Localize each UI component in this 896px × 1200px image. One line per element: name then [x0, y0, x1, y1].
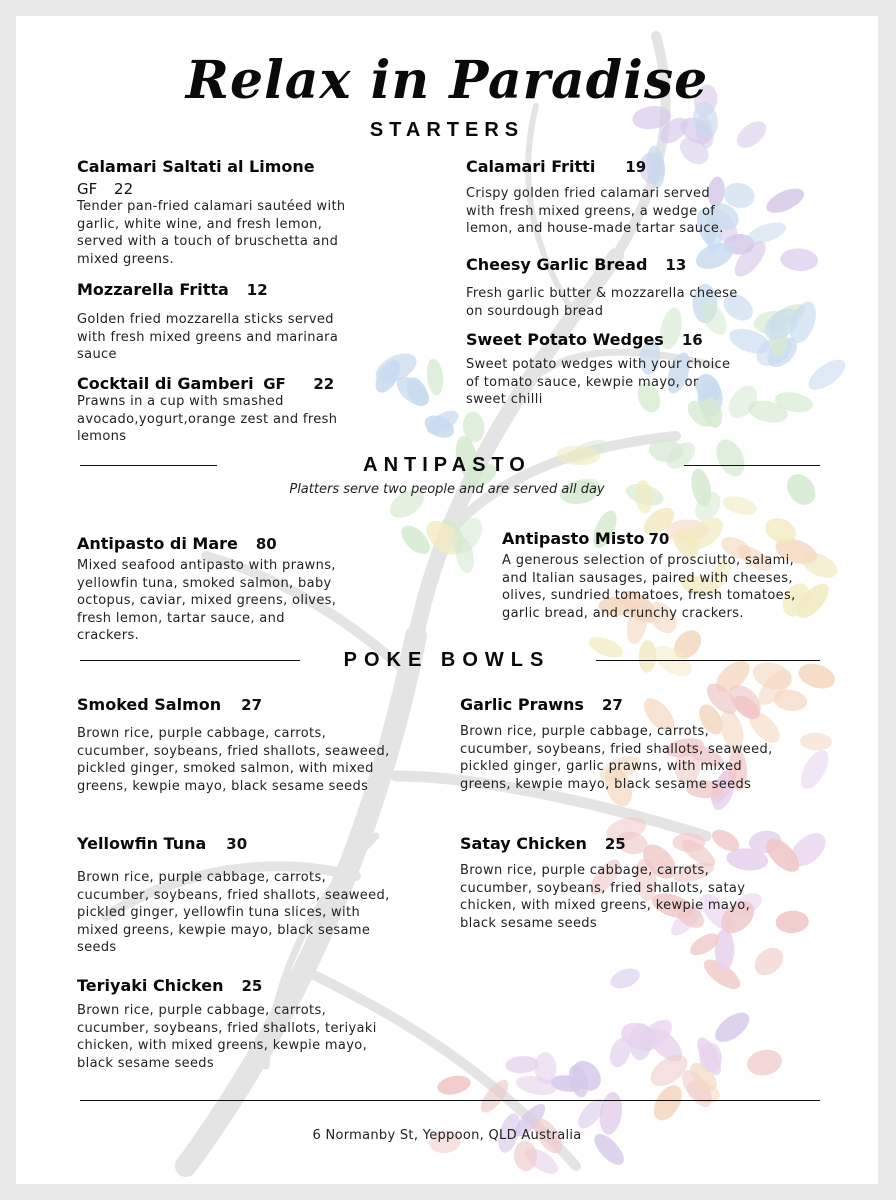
- leaf-shape: [710, 1007, 754, 1048]
- restaurant-title: Relax in Paradise: [185, 50, 709, 111]
- section-heading-starters: STARTERS: [369, 119, 525, 141]
- menu-item: [77, 534, 336, 645]
- item-price: 19: [625, 158, 647, 176]
- item-description: [466, 285, 738, 320]
- leaf-shape: [745, 1047, 785, 1079]
- item-price: 80: [255, 535, 277, 553]
- description-line: sweet chilli: [466, 392, 543, 408]
- description-line: Brown rice, purple cabbage, carrots,: [460, 724, 710, 739]
- description-line: greens, kewpie mayo, black sesame seeds: [77, 778, 369, 794]
- description-line: Prawns in a cup with smashed: [77, 394, 284, 409]
- leaf-shape: [795, 746, 834, 794]
- menu-item: [77, 280, 338, 364]
- leaf-shape: [804, 354, 851, 395]
- menu-item: [77, 834, 390, 957]
- description-line: with fresh mixed greens, a wedge of: [466, 203, 716, 219]
- description-line: garlic, white wine, and fresh lemon,: [77, 216, 323, 232]
- leaf-shape: [505, 1055, 540, 1074]
- description-line: black sesame seeds: [460, 915, 598, 931]
- description-line: Tender pan-fried calamari sautéed with: [77, 199, 346, 214]
- description-line: cucumber, soybeans, fried shallots, satay: [460, 880, 746, 896]
- leaf-shape: [749, 942, 788, 980]
- item-price: 12: [246, 281, 268, 299]
- description-line: avocado,yogurt,orange zest and fresh: [77, 411, 338, 427]
- description-line: Brown rice, purple cabbage, carrots,: [77, 870, 327, 885]
- description-line: cucumber, soybeans, fried shallots, seaweed,: [77, 743, 390, 759]
- description-line: Brown rice, purple cabbage, carrots,: [460, 863, 710, 878]
- description-line: octopus, caviar, mixed greens, olives,: [77, 593, 337, 609]
- menu-item: [460, 695, 773, 793]
- item-description: [502, 552, 796, 622]
- description-line: lemon, and house-made tartar sauce.: [466, 221, 724, 237]
- description-line: cucumber, soybeans, fried shallots, seaweed,: [77, 887, 390, 903]
- item-name: Cocktail di Gamberi: [77, 374, 254, 393]
- footer-divider: [80, 1100, 820, 1101]
- description-line: garlic bread, and crunchy crackers.: [502, 605, 744, 621]
- item-name: Antipasto Misto: [502, 529, 645, 548]
- description-line: sauce: [77, 347, 117, 363]
- description-line: and Italian sausages, paired with cheeses,: [502, 570, 793, 586]
- item-price: 13: [665, 256, 687, 274]
- description-line: greens, kewpie mayo, black sesame seeds: [460, 776, 752, 792]
- item-description: [466, 356, 730, 409]
- item-description: [77, 869, 390, 957]
- description-line: Golden fried mozzarella sticks served: [77, 312, 334, 327]
- gf-badge: GF: [77, 180, 98, 198]
- description-line: Sweet potato wedges with your choice: [466, 357, 731, 372]
- description-line: mixed greens, kewpie mayo, black sesame: [77, 922, 371, 938]
- item-description: [77, 1002, 377, 1072]
- item-price: 70: [648, 530, 670, 548]
- description-line: olives, sundried tomatoes, fresh tomatoes,: [502, 588, 796, 604]
- item-name: Garlic Prawns: [460, 695, 584, 714]
- item-price: 27: [241, 696, 263, 714]
- item-price: 30: [226, 835, 248, 853]
- item-name: Sweet Potato Wedges: [466, 330, 664, 349]
- menu-item: [466, 157, 724, 238]
- menu-item: [502, 529, 796, 622]
- description-line: on sourdough bread: [466, 303, 604, 319]
- description-line: Mixed seafood antipasto with prawns,: [77, 558, 336, 573]
- description-line: yellowfin tuna, smoked salmon, baby: [77, 575, 332, 591]
- item-description: [77, 198, 346, 268]
- description-line: cucumber, soybeans, fried shallots, teriyaki: [77, 1020, 377, 1036]
- description-line: pickled ginger, yellowfin tuna slices, with: [77, 905, 361, 921]
- section-note: Platters serve two people and are served all day: [289, 482, 605, 497]
- menu-item: [77, 157, 346, 268]
- description-line: Brown rice, purple cabbage, carrots,: [77, 726, 327, 741]
- menu-item: [466, 330, 730, 409]
- item-price: 16: [681, 331, 703, 349]
- description-line: crackers.: [77, 628, 140, 644]
- description-line: of tomato sauce, kewpie mayo, or: [466, 374, 699, 390]
- description-line: pickled ginger, smoked salmon, with mixed: [77, 761, 374, 777]
- item-description: [77, 311, 338, 364]
- leaf-shape: [780, 247, 819, 272]
- description-line: chicken, with mixed greens, kewpie mayo,: [77, 1038, 368, 1054]
- leaf-shape: [763, 184, 808, 218]
- leaf-shape: [775, 910, 809, 934]
- description-line: cucumber, soybeans, fried shallots, seaweed,: [460, 741, 773, 757]
- menu-item: [77, 695, 390, 795]
- item-name: Cheesy Garlic Bread: [466, 255, 648, 274]
- menu-item: [77, 374, 337, 446]
- item-name: Yellowfin Tuna: [77, 834, 207, 853]
- section-heading-antipasto: ANTIPASTO: [363, 454, 531, 476]
- description-line: black sesame seeds: [77, 1055, 215, 1071]
- item-description: [460, 723, 773, 793]
- item-description: [77, 393, 337, 446]
- description-line: mixed greens.: [77, 251, 174, 267]
- menu-item: [77, 976, 377, 1072]
- description-line: Brown rice, purple cabbage, carrots,: [77, 1003, 327, 1018]
- item-price: 25: [241, 977, 263, 995]
- menu-item: [460, 834, 750, 932]
- item-name: Calamari Saltati al Limone: [77, 157, 315, 176]
- item-price: 25: [604, 835, 626, 853]
- leaf-shape: [425, 358, 445, 396]
- leaf-shape: [608, 965, 643, 993]
- description-line: fresh lemon, tartar sauce, and: [77, 610, 285, 626]
- footer-address: 6 Normanby St, Yeppoon, QLD Australia: [312, 1128, 582, 1143]
- gf-badge: GF: [263, 375, 286, 393]
- description-line: chicken, with mixed greens, kewpie mayo,: [460, 898, 751, 914]
- item-name: Antipasto di Mare: [77, 534, 238, 553]
- item-description: [466, 185, 724, 238]
- leaf-shape: [800, 732, 833, 751]
- item-name: Mozzarella Fritta: [77, 280, 229, 299]
- item-description: [77, 557, 336, 645]
- description-line: Fresh garlic butter & mozzarella cheese: [466, 286, 738, 301]
- description-line: served with a touch of bruschetta and: [77, 234, 339, 250]
- item-price: 27: [601, 696, 623, 714]
- description-line: pickled ginger, garlic prawns, with mixed: [460, 759, 742, 775]
- menu-page: [16, 16, 878, 1184]
- description-line: Crispy golden fried calamari served: [466, 186, 710, 201]
- item-description: [460, 862, 750, 932]
- description-line: with fresh mixed greens and marinara: [77, 329, 339, 345]
- section-heading-poke-bowls: POKE BOWLS: [343, 649, 551, 671]
- item-description: [77, 725, 390, 795]
- item-name: Calamari Fritti: [466, 157, 596, 176]
- item-price: 22: [313, 375, 335, 393]
- item-price: 22: [114, 180, 134, 198]
- leaf-shape: [513, 1140, 538, 1172]
- leaf-shape: [435, 1073, 472, 1098]
- description-line: lemons: [77, 429, 127, 445]
- leaf-shape: [648, 1080, 688, 1125]
- item-name: Satay Chicken: [460, 834, 587, 853]
- description-line: A generous selection of prosciutto, salami,: [502, 553, 795, 568]
- item-name: Smoked Salmon: [77, 695, 222, 714]
- menu-item: [466, 255, 738, 320]
- description-line: seeds: [77, 940, 117, 956]
- item-name: Teriyaki Chicken: [77, 976, 224, 995]
